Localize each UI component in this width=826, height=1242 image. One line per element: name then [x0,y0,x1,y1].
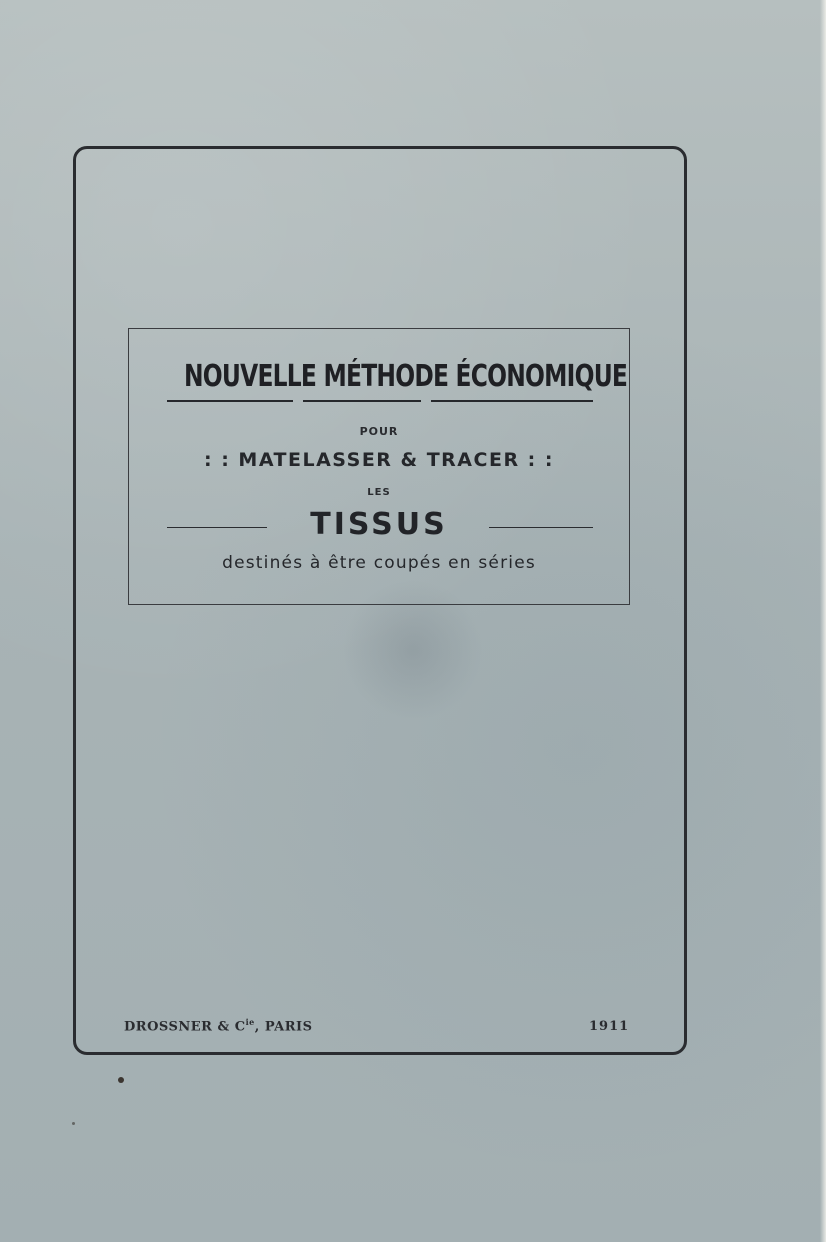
publisher-city: , PARIS [254,1019,313,1035]
cover-subtitle: destinés à être coupés en séries [222,553,536,573]
ink-spot [118,1077,124,1083]
pour-label: POUR [359,425,399,438]
action-line: : : MATELASSER & TRACER : : [203,449,554,471]
title-panel [128,328,630,605]
ink-speck [72,1122,75,1125]
page-edge [820,0,826,1242]
tissus-rule-right [489,527,593,528]
title-underline-1 [167,400,293,402]
cover-title: NOUVELLE MÉTHODE ÉCONOMIQUE [184,359,628,394]
publisher-superscript: ie [245,1017,255,1027]
title-underline-2 [303,400,421,402]
publisher-name: DROSSNER & C [124,1019,246,1035]
subject-heading: TISSUS [310,507,448,542]
publication-year: 1911 [589,1019,630,1034]
les-label: LES [367,487,391,498]
title-underline-3 [431,400,593,402]
publisher-imprint [124,1017,313,1034]
